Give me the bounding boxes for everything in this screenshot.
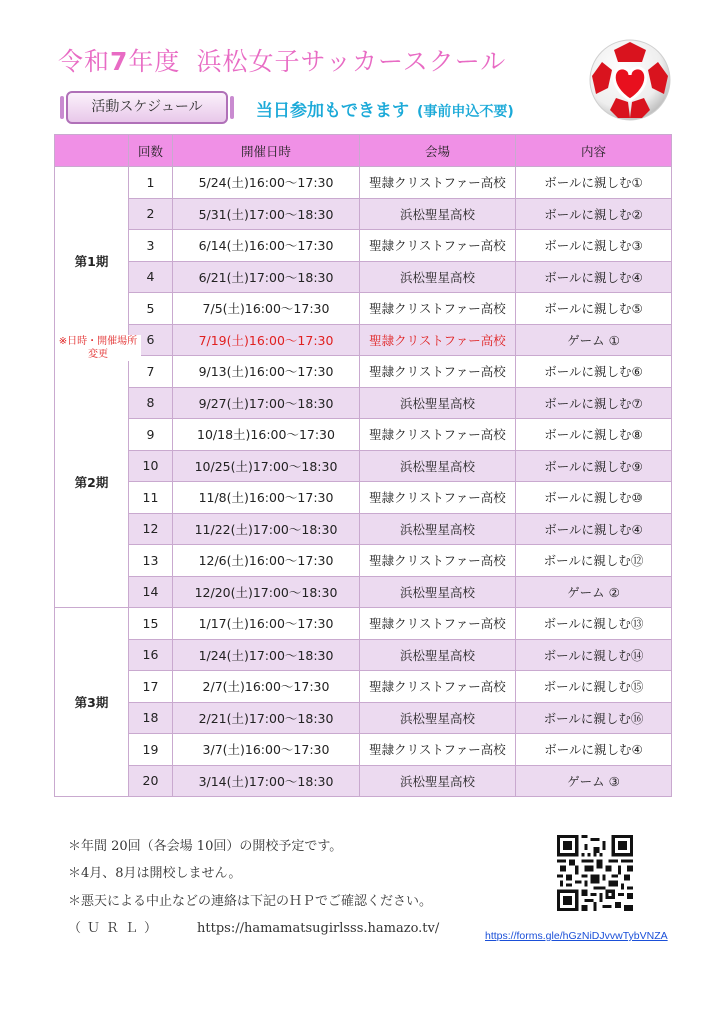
row-content: ボールに親しむ⑯ bbox=[516, 702, 672, 734]
walk-in-notice: 当日参加もできます (事前申込不要) bbox=[256, 101, 514, 121]
row-venue: 聖隷クリストファー高校 bbox=[360, 671, 516, 703]
row-content: ゲーム ① bbox=[516, 324, 672, 356]
footer-note-2: ＊4月、8月は開校しません。 bbox=[68, 866, 242, 881]
row-venue: 聖隷クリストファー高校 bbox=[360, 230, 516, 262]
row-content: ボールに親しむ② bbox=[516, 198, 672, 230]
row-content: ボールに親しむ⑧ bbox=[516, 419, 672, 451]
table-row bbox=[55, 639, 672, 671]
table-row bbox=[55, 702, 672, 734]
row-content: ボールに親しむ⑮ bbox=[516, 671, 672, 703]
row-venue: 聖隷クリストファー高校 bbox=[360, 167, 516, 199]
row-content: ボールに親しむ⑤ bbox=[516, 293, 672, 325]
header-no: 回数 bbox=[129, 135, 173, 167]
row-content: ボールに親しむ④ bbox=[516, 513, 672, 545]
table-row bbox=[55, 513, 672, 545]
row-date: 12/20(土)17:00～18:30 bbox=[173, 576, 360, 608]
row-date: 2/21(土)17:00～18:30 bbox=[173, 702, 360, 734]
row-date: 9/27(土)17:00～18:30 bbox=[173, 387, 360, 419]
row-venue: 聖隷クリストファー高校 bbox=[360, 356, 516, 388]
row-no: 7 bbox=[129, 356, 173, 388]
row-venue: 浜松聖星高校 bbox=[360, 513, 516, 545]
row-date: 5/31(土)17:00～18:30 bbox=[173, 198, 360, 230]
row-content: ボールに親しむ④ bbox=[516, 734, 672, 766]
table-row bbox=[55, 419, 672, 451]
table-row bbox=[55, 734, 672, 766]
row-venue: 聖隷クリストファー高校 bbox=[360, 608, 516, 640]
row-no: 18 bbox=[129, 702, 173, 734]
row-date: 11/22(土)17:00～18:30 bbox=[173, 513, 360, 545]
form-link[interactable]: https://forms.gle/hGzNiDJvvwTybVNZA bbox=[485, 930, 668, 942]
row-no: 11 bbox=[129, 482, 173, 514]
period-1-label: 第1期 bbox=[55, 167, 129, 356]
table-row bbox=[55, 482, 672, 514]
row-no: 1 bbox=[129, 167, 173, 199]
row-content: ボールに親しむ⑬ bbox=[516, 608, 672, 640]
table-row-changed bbox=[55, 324, 672, 356]
row-no: 15 bbox=[129, 608, 173, 640]
footer-note-3: ＊悪天による中止などの連絡は下記のＨＰでご確認ください。 bbox=[68, 894, 433, 909]
qr-code-icon[interactable] bbox=[557, 835, 633, 911]
row-content: ボールに親しむ⑦ bbox=[516, 387, 672, 419]
row-venue: 聖隷クリストファー高校 bbox=[360, 545, 516, 577]
soccer-ball-heart-icon bbox=[588, 38, 672, 122]
row-no: 3 bbox=[129, 230, 173, 262]
row-content: ゲーム ③ bbox=[516, 765, 672, 797]
row-venue: 聖隷クリストファー高校 bbox=[360, 324, 516, 356]
table-row bbox=[55, 356, 672, 388]
header-venue: 会場 bbox=[360, 135, 516, 167]
row-date: 6/21(土)17:00～18:30 bbox=[173, 261, 360, 293]
row-venue: 浜松聖星高校 bbox=[360, 450, 516, 482]
row-no: 13 bbox=[129, 545, 173, 577]
row-venue: 浜松聖星高校 bbox=[360, 702, 516, 734]
row-no: 8 bbox=[129, 387, 173, 419]
table-row bbox=[55, 608, 672, 640]
row-venue: 聖隷クリストファー高校 bbox=[360, 293, 516, 325]
row-no: 12 bbox=[129, 513, 173, 545]
row-venue: 浜松聖星高校 bbox=[360, 765, 516, 797]
row-no: 6 bbox=[129, 324, 173, 356]
table-row bbox=[55, 545, 672, 577]
row-content: ボールに親しむ④ bbox=[516, 261, 672, 293]
footer-note-1: ＊年間 20回（各会場 10回）の開校予定です。 bbox=[68, 839, 343, 854]
footer-url-line bbox=[68, 917, 439, 936]
row-date: 7/19(土)16:00～17:30 bbox=[173, 324, 360, 356]
row-date: 10/18土)16:00～17:30 bbox=[173, 419, 360, 451]
row-content: ボールに親しむ⑩ bbox=[516, 482, 672, 514]
row-venue: 浜松聖星高校 bbox=[360, 576, 516, 608]
period-2-label: 第2期 bbox=[55, 356, 129, 608]
row-date: 7/5(土)16:00～17:30 bbox=[173, 293, 360, 325]
row-content: ボールに親しむ⑥ bbox=[516, 356, 672, 388]
row-no: 20 bbox=[129, 765, 173, 797]
table-row bbox=[55, 387, 672, 419]
row-no: 19 bbox=[129, 734, 173, 766]
row-no: 2 bbox=[129, 198, 173, 230]
row-venue: 聖隷クリストファー高校 bbox=[360, 419, 516, 451]
table-row bbox=[55, 293, 672, 325]
table-row bbox=[55, 198, 672, 230]
row-venue: 浜松聖星高校 bbox=[360, 198, 516, 230]
row-date: 10/25(土)17:00～18:30 bbox=[173, 450, 360, 482]
row-content: ボールに親しむ⑨ bbox=[516, 450, 672, 482]
row-date: 12/6(土)16:00～17:30 bbox=[173, 545, 360, 577]
row-date: 2/7(土)16:00～17:30 bbox=[173, 671, 360, 703]
table-row bbox=[55, 261, 672, 293]
row-venue: 聖隷クリストファー高校 bbox=[360, 482, 516, 514]
row-venue: 浜松聖星高校 bbox=[360, 261, 516, 293]
row-venue: 浜松聖星高校 bbox=[360, 639, 516, 671]
row-no: 17 bbox=[129, 671, 173, 703]
row-content: ボールに親しむ⑭ bbox=[516, 639, 672, 671]
schedule-table bbox=[54, 134, 672, 797]
row-content: ボールに親しむ⑫ bbox=[516, 545, 672, 577]
row-date: 6/14(土)16:00～17:30 bbox=[173, 230, 360, 262]
row-date: 3/7(土)16:00～17:30 bbox=[173, 734, 360, 766]
url-label: （ＵＲＬ） bbox=[68, 921, 164, 936]
page-title: 令和7年度 浜松女子サッカースクール bbox=[58, 47, 507, 76]
table-row bbox=[55, 230, 672, 262]
row-date: 9/13(土)16:00～17:30 bbox=[173, 356, 360, 388]
change-note: ※日時・開催場所 変更 bbox=[55, 335, 141, 361]
header-content: 内容 bbox=[516, 135, 672, 167]
table-row bbox=[55, 671, 672, 703]
row-date: 11/8(土)16:00～17:30 bbox=[173, 482, 360, 514]
row-no: 16 bbox=[129, 639, 173, 671]
row-date: 1/17(土)16:00～17:30 bbox=[173, 608, 360, 640]
row-content: ボールに親しむ③ bbox=[516, 230, 672, 262]
row-content: ボールに親しむ① bbox=[516, 167, 672, 199]
row-no: 9 bbox=[129, 419, 173, 451]
schedule-tag: 活動スケジュール bbox=[66, 91, 228, 124]
homepage-link[interactable]: https://hamamatsugirlsss.hamazo.tv/ bbox=[197, 921, 440, 936]
table-row bbox=[55, 167, 672, 199]
row-no: 4 bbox=[129, 261, 173, 293]
row-date: 1/24(土)17:00～18:30 bbox=[173, 639, 360, 671]
table-header-row bbox=[55, 135, 672, 167]
table-row bbox=[55, 450, 672, 482]
header-date: 開催日時 bbox=[173, 135, 360, 167]
row-content: ゲーム ② bbox=[516, 576, 672, 608]
period-3-label: 第3期 bbox=[55, 608, 129, 797]
row-no: 10 bbox=[129, 450, 173, 482]
table-row bbox=[55, 765, 672, 797]
table-row bbox=[55, 576, 672, 608]
row-date: 5/24(土)16:00～17:30 bbox=[173, 167, 360, 199]
row-no: 5 bbox=[129, 293, 173, 325]
header-corner bbox=[55, 135, 129, 167]
row-date: 3/14(土)17:00～18:30 bbox=[173, 765, 360, 797]
row-venue: 聖隷クリストファー高校 bbox=[360, 734, 516, 766]
row-no: 14 bbox=[129, 576, 173, 608]
row-venue: 浜松聖星高校 bbox=[360, 387, 516, 419]
